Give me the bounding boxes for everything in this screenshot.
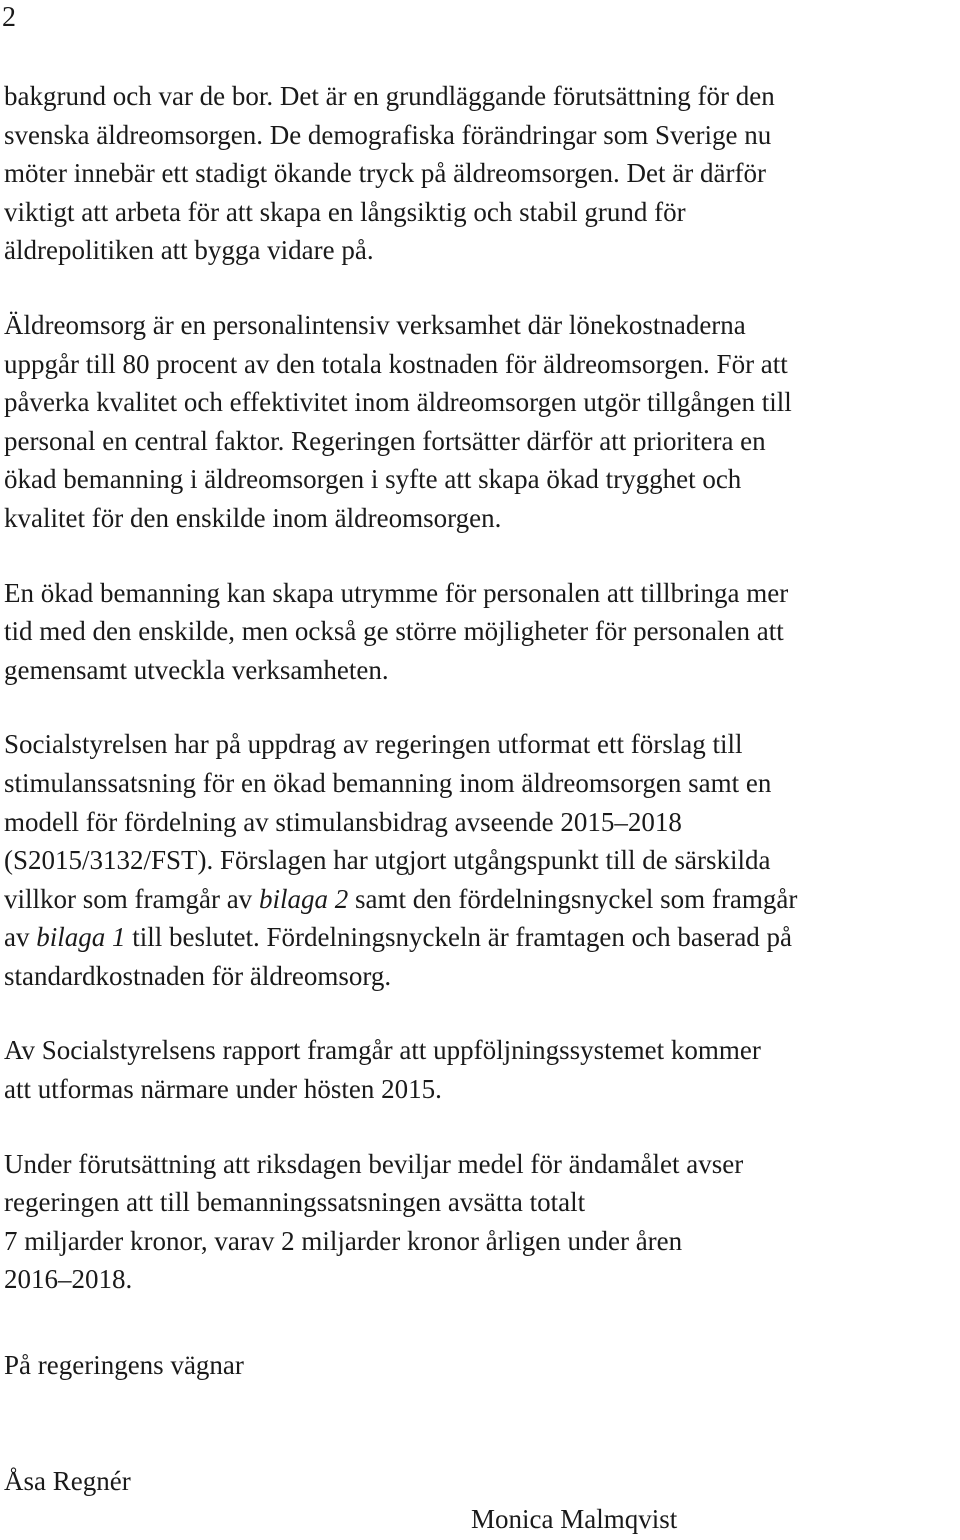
text-line: svenska äldreomsorgen. De demografiska förändringar som Sverige nu — [4, 119, 772, 150]
text-line: gemensamt utveckla verksamheten. — [4, 654, 389, 685]
page-number: 2 — [2, 2, 16, 33]
signer-name-minister: Åsa Regnér — [4, 1466, 131, 1496]
text-line: Socialstyrelsen har på uppdrag av regeringen utformat ett förslag till — [4, 729, 743, 760]
text-line: Äldreomsorg är en personalintensiv verksamhet där lönekostnaderna — [4, 309, 746, 340]
text-line: modell för fördelning av stimulansbidrag avseende 2015–2018 — [4, 806, 682, 837]
text-line — [4, 880, 954, 919]
text-line: uppgår till 80 procent av den totala kostnaden för äldreomsorgen. För att — [4, 348, 788, 379]
paragraph-background — [4, 77, 954, 270]
text-line: En ökad bemanning kan skapa utrymme för personalen att tillbringa mer — [4, 577, 789, 608]
text-line: kvalitet för den enskilde inom äldreomsorgen. — [4, 502, 502, 533]
paragraph-funding — [4, 1145, 954, 1299]
paragraph-staffing-costs — [4, 306, 954, 538]
text-segment: till beslutet. Fördelningsnyckeln är framtagen och baserad på — [125, 922, 793, 953]
appendix-reference: bilaga 2 — [258, 883, 349, 914]
text-line: Av Socialstyrelsens rapport framgår att uppföljningssystemet kommer — [4, 1035, 761, 1066]
text-line: tid med den enskilde, men också ge större möjligheter för personalen att — [4, 616, 784, 647]
text-line: Under förutsättning att riksdagen beviljar medel för ändamålet avser — [4, 1148, 744, 1179]
text-line: äldrepolitiken att bygga vidare på. — [4, 235, 374, 266]
text-segment: villkor som framgår av — [4, 883, 259, 914]
paragraph-socialstyrelsen-proposal — [4, 725, 954, 995]
text-line: 2016–2018. — [4, 1264, 133, 1295]
paragraph-increased-staffing — [4, 574, 954, 690]
text-line: stimulanssatsning för en ökad bemanning inom äldreomsorgen samt en — [4, 767, 772, 798]
text-line: ökad bemanning i äldreomsorgen i syfte att skapa ökad trygghet och — [4, 464, 742, 495]
text-line: påverka kvalitet och effektivitet inom äldreomsorgen utgör tillgången till — [4, 387, 792, 418]
text-line — [4, 918, 954, 957]
signer-name-official: Monica Malmqvist — [471, 1504, 678, 1534]
text-line: 7 miljarder kronor, varav 2 miljarder kronor årligen under åren — [4, 1225, 683, 1256]
text-segment: av — [4, 922, 37, 953]
paragraph-follow-up-system — [4, 1031, 954, 1108]
text-line: viktigt att arbeta för att skapa en långsiktig och stabil grund för — [4, 196, 686, 227]
document-body — [4, 77, 954, 1335]
closing-phrase: På regeringens vägnar — [4, 1350, 244, 1380]
text-line: bakgrund och var de bor. Det är en grundläggande förutsättning för den — [4, 81, 775, 111]
text-line: standardkostnaden för äldreomsorg. — [4, 960, 392, 991]
text-line: personal en central faktor. Regeringen fortsätter därför att prioritera en — [4, 425, 766, 456]
text-line: att utformas närmare under hösten 2015. — [4, 1074, 442, 1105]
text-line: möter innebär ett stadigt ökande tryck på äldreomsorgen. Det är därför — [4, 158, 766, 189]
text-line: (S2015/3132/FST). Förslagen har utgjort utgångspunkt till de särskilda — [4, 845, 771, 876]
text-segment: samt den fördelningsnyckel som framgår — [348, 883, 798, 914]
appendix-reference: bilaga 1 — [36, 922, 126, 953]
text-line: regeringen att till bemanningssatsningen avsätta totalt — [4, 1187, 586, 1218]
